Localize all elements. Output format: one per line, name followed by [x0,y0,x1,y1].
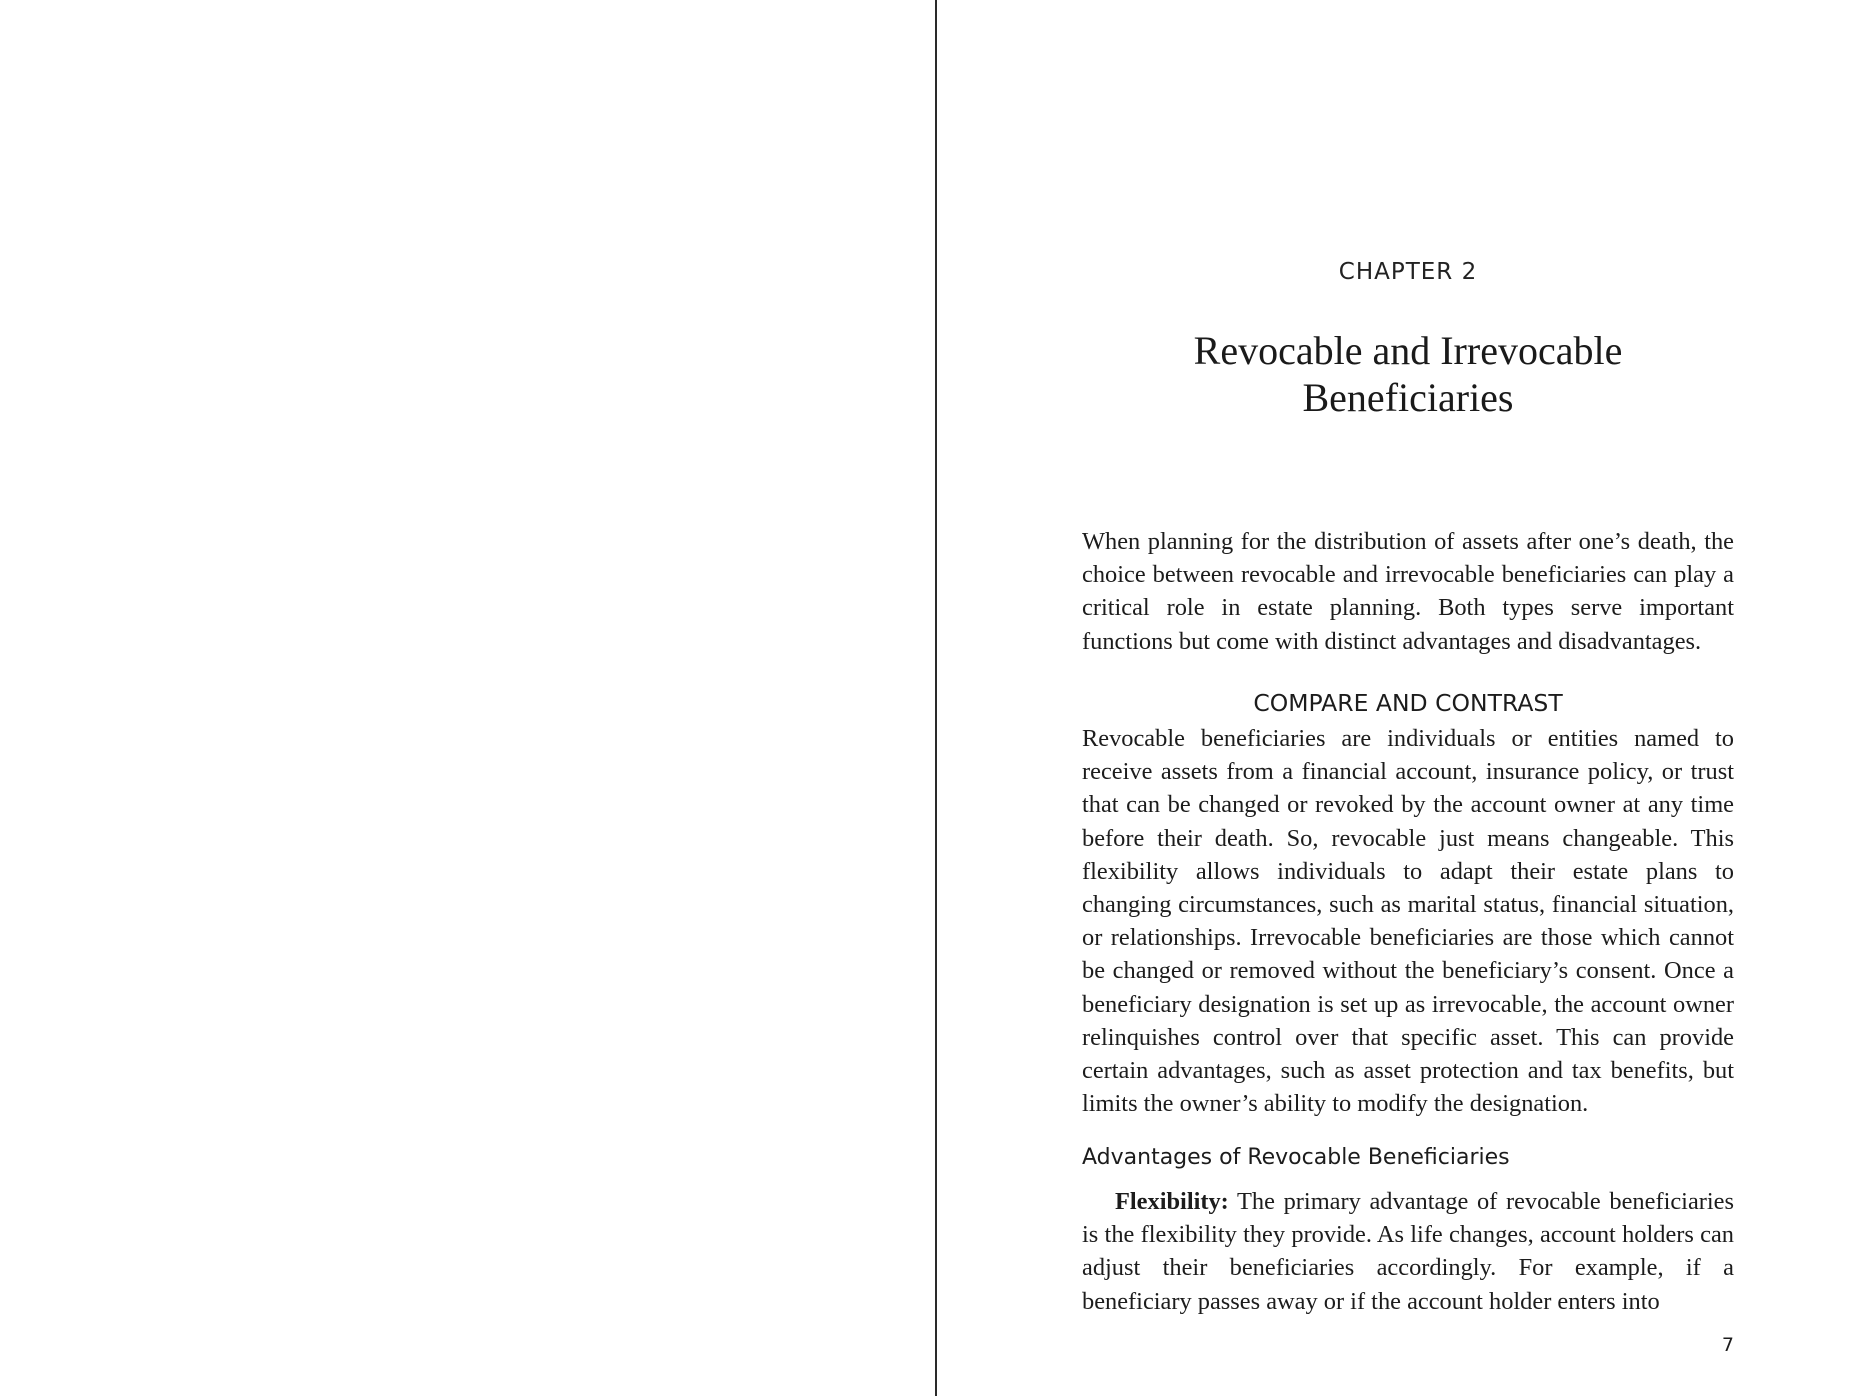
subsection-heading: Advantages of Revocable Beneficiaries [1082,1145,1510,1170]
intro-paragraph: When planning for the distribution of assets after one’s death, the choice between revocable and irrevocable beneficiaries can play a critical role in estate planning. Both types serve important functions but come with distinct advantages and disadvantages. [1082,528,1734,655]
flexibility-lead: Flexibility: [1115,1188,1229,1215]
flexibility-block [1082,1185,1734,1318]
flexibility-paragraph [1082,1185,1734,1318]
chapter-label: CHAPTER 2 [1338,259,1478,285]
chapter-title [1082,327,1734,421]
section-heading: COMPARE AND CONTRAST [1253,689,1563,717]
chapter-title-line-2: Beneficiaries [1302,375,1514,420]
chapter-title-line-1: Revocable and Irrevocable [1193,328,1623,373]
compare-paragraph: Revocable beneficiaries are individuals or entities named to receive assets from a financial account, insurance policy, or trust that can be changed or revoked by the account owner at any time before their death. So, revocable just means changeable. This flexibility allows individuals to adapt their estate plans to changing circumstances, such as marital status, financial situation, or relationships. Irrevocable beneficiaries are those which cannot be changed or removed without the beneficiary’s consent. Once a beneficiary designation is set up as irrevocable, the account owner relinquishes control over that specific asset. This can provide certain advantages, such as asset protection and tax benefits, but limits the owner’s ability to modify the designation. [1082,725,1734,1118]
flexibility-text: The primary advantage of revocable beneficiaries is the flexibility they provide. As life changes, account holders can adjust their beneficiaries accordingly. For example, if a beneficiary passes away or if the account holder enters into [1082,1188,1734,1315]
intro-block [1082,525,1734,658]
page-number: 7 [1721,1334,1734,1356]
compare-block [1082,722,1734,1120]
right-page [937,0,1862,1396]
